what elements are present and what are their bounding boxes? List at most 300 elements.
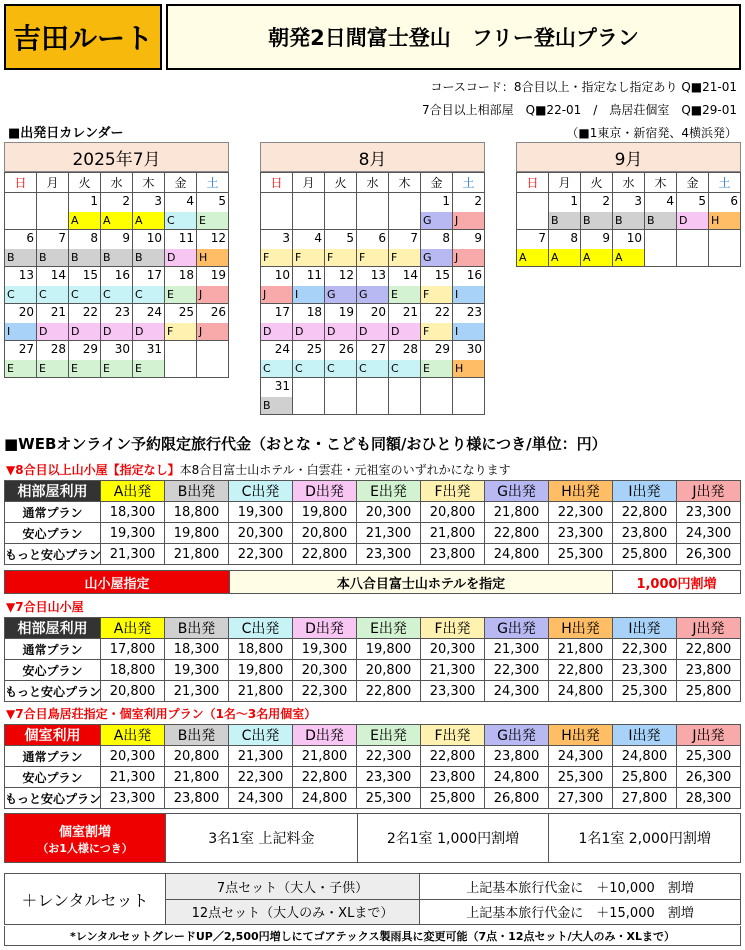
- day-number: 29: [82, 342, 98, 356]
- price-cell: 28,300: [677, 788, 741, 809]
- price-cell: 24,800: [485, 544, 549, 565]
- departure-code: E: [101, 360, 132, 377]
- price-cell: 19,300: [293, 639, 357, 660]
- calendar-day: [5, 230, 37, 267]
- departure-code: C: [69, 286, 100, 303]
- departure-code: E: [133, 360, 164, 377]
- calendar-month-3: [516, 142, 741, 267]
- departure-code: J: [197, 323, 228, 340]
- price-cell: 23,800: [421, 544, 485, 565]
- rental-12pc-price: 上記基本旅行代金に ＋15,000 割増: [466, 906, 694, 922]
- departure-header: A出発: [101, 725, 165, 746]
- plan-label: もっと安心プラン: [5, 681, 101, 702]
- calendar-day: [101, 267, 133, 304]
- price-cell: 22,800: [421, 746, 485, 767]
- calendar-day: [517, 230, 549, 267]
- calendar-empty-day: [453, 378, 485, 415]
- table3-note: ▼7合目鳥居荘指定・個室利用プラン（1名～3名用個室）: [6, 707, 317, 721]
- day-number: 11: [306, 268, 322, 282]
- day-number: 19: [210, 268, 226, 282]
- departure-code: J: [197, 286, 228, 303]
- departure-code: [37, 212, 68, 229]
- table1-note: ▼8合目以上山小屋【指定なし】本8合目富士山ホテル・白雲荘・元祖室のいずれかになります: [6, 463, 511, 477]
- calendar-day: [101, 341, 133, 378]
- departure-header: J出発: [677, 618, 741, 639]
- departure-code: C: [325, 360, 356, 377]
- day-number: 23: [114, 305, 130, 319]
- day-number: 7: [410, 231, 418, 245]
- departure-points-note: （■1東京・新宿発、4横浜発）: [566, 126, 737, 140]
- calendar-day: [293, 304, 325, 341]
- price-cell: 20,300: [357, 502, 421, 523]
- calendar-day: [37, 304, 69, 341]
- weekday-header: 金: [165, 173, 197, 193]
- price-cell: 19,300: [229, 502, 293, 523]
- departure-code: A: [549, 249, 580, 266]
- price-cell: 25,300: [613, 681, 677, 702]
- calendar-day: [357, 230, 389, 267]
- departure-code: F: [261, 249, 292, 266]
- calendar-day: [421, 267, 453, 304]
- day-number: 7: [58, 231, 66, 245]
- departure-header: D出発: [293, 725, 357, 746]
- day-number: 9: [602, 231, 610, 245]
- price-cell: 21,800: [165, 544, 229, 565]
- calendar-day: [37, 230, 69, 267]
- price-cell: 21,300: [357, 523, 421, 544]
- departure-header: D出発: [293, 618, 357, 639]
- rental-set-box: [4, 873, 741, 925]
- price-cell: 23,300: [677, 502, 741, 523]
- price-cell: 26,300: [677, 767, 741, 788]
- calendar-grid: [516, 172, 741, 267]
- plan-label: 安心プラン: [5, 523, 101, 544]
- departure-header: H出発: [549, 618, 613, 639]
- day-number: 3: [634, 194, 642, 208]
- calendar-day: [133, 341, 165, 378]
- departure-header: A出発: [101, 481, 165, 502]
- price-cell: 22,800: [293, 767, 357, 788]
- departure-code: C: [261, 360, 292, 377]
- price-cell: 20,800: [357, 660, 421, 681]
- price-cell: 19,300: [101, 523, 165, 544]
- rental-7pc-set: 7点セット（大人・子供）: [166, 874, 420, 899]
- departure-code: C: [389, 360, 420, 377]
- calendar-day: [5, 341, 37, 378]
- departure-header: G出発: [485, 725, 549, 746]
- price-cell: 23,300: [101, 788, 165, 809]
- departure-header: I出発: [613, 725, 677, 746]
- departure-code: A: [581, 249, 612, 266]
- departure-code: H: [709, 212, 740, 229]
- calendar-month-title: 9月: [516, 142, 741, 172]
- calendar-day: [101, 230, 133, 267]
- room-type-header: 個室利用: [5, 725, 101, 746]
- calendar-day: [357, 267, 389, 304]
- weekday-header: 土: [197, 173, 229, 193]
- departure-code: D: [69, 323, 100, 340]
- departure-code: [389, 397, 420, 414]
- price-cell: 21,300: [229, 746, 293, 767]
- departure-code: [357, 212, 388, 229]
- calendar-day: [293, 230, 325, 267]
- calendar-day: [325, 230, 357, 267]
- price-cell: 20,300: [293, 660, 357, 681]
- calendar-day: [261, 267, 293, 304]
- plan-label: もっと安心プラン: [5, 788, 101, 809]
- calendar-day: [197, 304, 229, 341]
- price-cell: 24,800: [293, 788, 357, 809]
- price-cell: 24,300: [229, 788, 293, 809]
- price-cell: 25,800: [677, 681, 741, 702]
- departure-code: D: [325, 323, 356, 340]
- departure-code: D: [357, 323, 388, 340]
- calendar-day: [133, 193, 165, 230]
- day-number: 8: [570, 231, 578, 245]
- departure-code: [293, 212, 324, 229]
- calendar-empty-day: [357, 193, 389, 230]
- plan-label: 通常プラン: [5, 639, 101, 660]
- prices-heading: ■WEBオンライン予約限定旅行代金（おとな・こども同額/おひとり様につき/単位：円）: [4, 435, 607, 453]
- departure-code: A: [101, 212, 132, 229]
- plan-label: 通常プラン: [5, 746, 101, 767]
- day-number: 28: [50, 342, 66, 356]
- price-cell: 21,800: [549, 639, 613, 660]
- departure-code: I: [453, 323, 484, 340]
- calendar-day: [389, 230, 421, 267]
- day-number: 30: [466, 342, 482, 356]
- calendar-empty-day: [389, 378, 421, 415]
- day-number: 23: [466, 305, 482, 319]
- calendar-empty-day: [261, 193, 293, 230]
- day-number: 15: [82, 268, 98, 282]
- calendar-empty-day: [293, 193, 325, 230]
- price-cell: 23,800: [677, 660, 741, 681]
- weekday-header: 月: [37, 173, 69, 193]
- weekday-header: 日: [5, 173, 37, 193]
- calendar-empty-day: [5, 193, 37, 230]
- price-cell: 22,800: [549, 660, 613, 681]
- price-table-8th-station: [4, 480, 741, 565]
- departure-code: B: [581, 212, 612, 229]
- day-number: 20: [18, 305, 34, 319]
- price-cell: 24,300: [485, 681, 549, 702]
- departure-code: J: [453, 249, 484, 266]
- calendar-day: [709, 193, 741, 230]
- table2-note: ▼7合目山小屋: [6, 600, 84, 614]
- price-cell: 19,800: [165, 523, 229, 544]
- departure-code: E: [37, 360, 68, 377]
- calendar-day: [549, 193, 581, 230]
- course-code-line2: 7合目以上相部屋 Q■22-01 / 鳥居荘個室 Q■29-01: [422, 103, 737, 117]
- day-number: 5: [698, 194, 706, 208]
- plan-label: 安心プラン: [5, 767, 101, 788]
- departure-code: D: [293, 323, 324, 340]
- departure-code: C: [293, 360, 324, 377]
- day-number: 26: [210, 305, 226, 319]
- departure-code: F: [325, 249, 356, 266]
- departure-code: F: [357, 249, 388, 266]
- weekday-header: 火: [69, 173, 101, 193]
- weekday-header: 月: [293, 173, 325, 193]
- day-number: 6: [730, 194, 738, 208]
- calendar-day: [389, 267, 421, 304]
- price-cell: 22,300: [485, 660, 549, 681]
- departure-header: B出発: [165, 618, 229, 639]
- departure-header: B出発: [165, 725, 229, 746]
- day-number: 10: [146, 231, 162, 245]
- price-cell: 24,300: [549, 746, 613, 767]
- calendar-day: [421, 230, 453, 267]
- departure-code: E: [69, 360, 100, 377]
- hut-designation-text: 本八合目富士山ホテルを指定: [229, 571, 613, 593]
- calendar-day: [613, 193, 645, 230]
- price-cell: 20,300: [229, 523, 293, 544]
- price-cell: 22,800: [293, 544, 357, 565]
- departure-header: I出発: [613, 481, 677, 502]
- departure-code: B: [645, 212, 676, 229]
- day-number: 30: [114, 342, 130, 356]
- departure-header: B出発: [165, 481, 229, 502]
- departure-code: A: [517, 249, 548, 266]
- departure-code: D: [165, 249, 196, 266]
- departure-code: G: [421, 212, 452, 229]
- departure-header: H出発: [549, 725, 613, 746]
- calendar-day: [293, 341, 325, 378]
- departure-header: I出発: [613, 618, 677, 639]
- departure-code: F: [293, 249, 324, 266]
- price-cell: 20,800: [293, 523, 357, 544]
- calendar-day: [5, 267, 37, 304]
- calendar-empty-day: [325, 378, 357, 415]
- departure-code: J: [261, 286, 292, 303]
- weekday-header: 月: [549, 173, 581, 193]
- price-cell: 20,800: [165, 746, 229, 767]
- weekday-header: 火: [325, 173, 357, 193]
- departure-code: A: [133, 212, 164, 229]
- calendar-empty-day: [37, 193, 69, 230]
- departure-code: B: [613, 212, 644, 229]
- calendar-empty-day: [325, 193, 357, 230]
- price-cell: 19,800: [357, 639, 421, 660]
- departure-code: D: [133, 323, 164, 340]
- calendar-day: [197, 267, 229, 304]
- price-cell: 25,300: [549, 767, 613, 788]
- day-number: 13: [18, 268, 34, 282]
- departure-code: F: [421, 323, 452, 340]
- day-number: 16: [466, 268, 482, 282]
- calendar-day: [613, 230, 645, 267]
- departure-header: F出発: [421, 481, 485, 502]
- day-number: 9: [122, 231, 130, 245]
- calendar-day: [453, 341, 485, 378]
- departure-code: B: [101, 249, 132, 266]
- departure-code: [677, 249, 708, 266]
- day-number: 18: [178, 268, 194, 282]
- calendar-grid: [4, 172, 229, 378]
- calendar-day: [261, 378, 293, 415]
- day-number: 9: [474, 231, 482, 245]
- price-cell: 24,800: [485, 767, 549, 788]
- departure-header: F出発: [421, 618, 485, 639]
- price-cell: 21,300: [101, 767, 165, 788]
- departure-code: E: [421, 360, 452, 377]
- departure-code: C: [101, 286, 132, 303]
- price-cell: 23,300: [357, 544, 421, 565]
- departure-code: E: [389, 286, 420, 303]
- departure-code: D: [37, 323, 68, 340]
- departure-code: [389, 212, 420, 229]
- departure-code: B: [69, 249, 100, 266]
- departure-code: A: [613, 249, 644, 266]
- departure-code: J: [453, 212, 484, 229]
- calendar-day: [261, 304, 293, 341]
- price-cell: 23,300: [613, 660, 677, 681]
- day-number: 1: [90, 194, 98, 208]
- departure-code: B: [549, 212, 580, 229]
- price-cell: 23,300: [357, 767, 421, 788]
- price-cell: 18,800: [165, 502, 229, 523]
- departure-code: [453, 397, 484, 414]
- plan-label: 通常プラン: [5, 502, 101, 523]
- day-number: 18: [306, 305, 322, 319]
- price-cell: 21,800: [421, 523, 485, 544]
- departure-code: C: [165, 212, 196, 229]
- rental-7pc-price: 上記基本旅行代金に ＋10,000 割増: [466, 880, 694, 896]
- departure-code: F: [421, 286, 452, 303]
- departure-code: I: [293, 286, 324, 303]
- day-number: 2: [602, 194, 610, 208]
- departure-code: E: [197, 212, 228, 229]
- private-room-label: 個室割増: [58, 824, 111, 840]
- calendar-empty-day: [709, 230, 741, 267]
- departure-code: [293, 397, 324, 414]
- calendar-empty-day: [197, 341, 229, 378]
- calendar-day: [549, 230, 581, 267]
- weekday-header: 金: [677, 173, 709, 193]
- rental-set-label: ＋レンタルセット: [21, 890, 149, 910]
- price-cell: 23,800: [613, 523, 677, 544]
- calendar-empty-day: [645, 230, 677, 267]
- calendar-day: [421, 304, 453, 341]
- departure-code: B: [5, 249, 36, 266]
- departure-code: C: [133, 286, 164, 303]
- departure-header: E出発: [357, 481, 421, 502]
- departure-code: D: [389, 323, 420, 340]
- day-number: 13: [370, 268, 386, 282]
- price-cell: 19,300: [165, 660, 229, 681]
- weekday-header: 火: [581, 173, 613, 193]
- price-cell: 25,800: [613, 544, 677, 565]
- calendar-day: [453, 304, 485, 341]
- price-cell: 22,800: [677, 639, 741, 660]
- route-title: 吉田ルート: [4, 4, 162, 70]
- departure-code: I: [5, 323, 36, 340]
- calendar-day: [133, 230, 165, 267]
- day-number: 31: [146, 342, 162, 356]
- price-cell: 19,800: [229, 660, 293, 681]
- price-cell: 21,800: [229, 681, 293, 702]
- calendar-day: [197, 230, 229, 267]
- departure-code: D: [677, 212, 708, 229]
- rental-12pc-set: 12点セット（大人のみ・XLまで）: [166, 900, 420, 925]
- departure-header: F出発: [421, 725, 485, 746]
- day-number: 12: [338, 268, 354, 282]
- price-cell: 27,300: [549, 788, 613, 809]
- day-number: 21: [402, 305, 418, 319]
- price-cell: 22,300: [293, 681, 357, 702]
- price-cell: 23,800: [485, 746, 549, 767]
- price-cell: 21,800: [485, 502, 549, 523]
- departure-header: C出発: [229, 725, 293, 746]
- departure-code: E: [5, 360, 36, 377]
- calendar-day: [165, 304, 197, 341]
- day-number: 16: [114, 268, 130, 282]
- calendar-day: [357, 304, 389, 341]
- departure-code: C: [357, 360, 388, 377]
- plan-label: もっと安心プラン: [5, 544, 101, 565]
- calendar-day: [581, 230, 613, 267]
- day-number: 14: [50, 268, 66, 282]
- day-number: 1: [570, 194, 578, 208]
- calendar-day: [389, 341, 421, 378]
- departure-header: C出発: [229, 618, 293, 639]
- departure-header: E出発: [357, 618, 421, 639]
- departure-code: D: [261, 323, 292, 340]
- departure-code: G: [357, 286, 388, 303]
- day-number: 17: [274, 305, 290, 319]
- day-number: 24: [146, 305, 162, 319]
- departure-header: J出発: [677, 725, 741, 746]
- weekday-header: 水: [101, 173, 133, 193]
- departure-code: [421, 397, 452, 414]
- calendar-day: [165, 193, 197, 230]
- day-number: 6: [26, 231, 34, 245]
- departure-code: [645, 249, 676, 266]
- price-cell: 26,300: [677, 544, 741, 565]
- price-cell: 22,800: [485, 523, 549, 544]
- day-number: 24: [274, 342, 290, 356]
- day-number: 21: [50, 305, 66, 319]
- weekday-header: 木: [645, 173, 677, 193]
- departure-code: [5, 212, 36, 229]
- calendar-empty-day: [421, 378, 453, 415]
- calendar-day: [325, 341, 357, 378]
- price-cell: 20,800: [101, 681, 165, 702]
- weekday-header: 金: [421, 173, 453, 193]
- calendar-empty-day: [293, 378, 325, 415]
- departure-code: I: [453, 286, 484, 303]
- private-room-3person: 3名1室 上記料金: [165, 814, 357, 862]
- day-number: 10: [626, 231, 642, 245]
- departure-code: F: [389, 249, 420, 266]
- day-number: 8: [442, 231, 450, 245]
- day-number: 2: [474, 194, 482, 208]
- departure-header: E出発: [357, 725, 421, 746]
- day-number: 26: [338, 342, 354, 356]
- departure-header: G出発: [485, 618, 549, 639]
- departure-header: D出発: [293, 481, 357, 502]
- departure-code: [517, 212, 548, 229]
- departure-code: B: [261, 397, 292, 414]
- calendar-empty-day: [165, 341, 197, 378]
- departure-header: J出発: [677, 481, 741, 502]
- price-cell: 21,800: [165, 767, 229, 788]
- day-number: 25: [306, 342, 322, 356]
- weekday-header: 木: [133, 173, 165, 193]
- calendar-day: [421, 341, 453, 378]
- departure-code: [325, 397, 356, 414]
